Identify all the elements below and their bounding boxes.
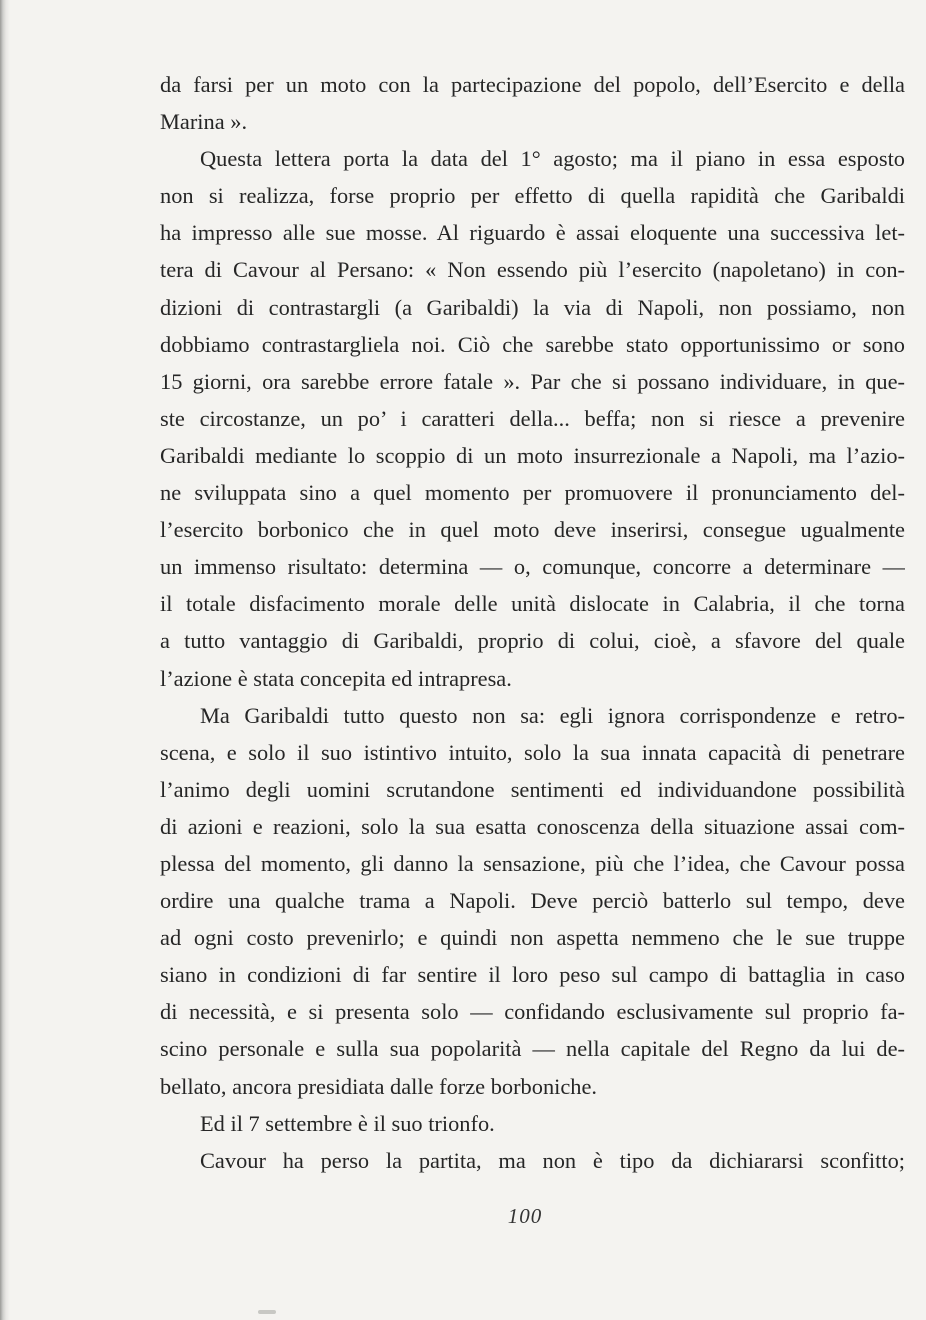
text-line: Questa lettera porta la data del 1° agosto; ma il piano in essa esposto: [200, 146, 905, 172]
text-line: il totale disfacimento morale delle unità dislocate in Calabria, il che torna: [160, 591, 905, 617]
text-line: da farsi per un moto con la partecipazione del popolo, dell’Esercito e della: [160, 72, 905, 97]
text-line: ad ogni costo prevenirlo; e quindi non aspetta nemmeno che le sue truppe: [160, 925, 905, 951]
text-line: di azioni e reazioni, solo la sua esatta conoscenza della situazione assai com-: [160, 813, 905, 839]
text-line: dobbiamo contrastargliela noi. Ciò che sarebbe stato opportunissimo or sono: [160, 331, 905, 357]
text-line: scena, e solo il suo istintivo intuito, solo la sua innata capacità di penetrare: [160, 739, 905, 765]
body-text: [160, 66, 905, 1179]
text-line: Garibaldi mediante lo scoppio di un moto insurrezionale a Napoli, ma l’azio-: [160, 442, 905, 468]
text-line: ha impresso alle sue mosse. Al riguardo è assai eloquente una successiva let-: [160, 220, 905, 246]
text-line: un immenso risultato: determina — o, comunque, concorre a determinare —: [160, 554, 905, 580]
text-line: dizioni di contrastargli (a Garibaldi) la via di Napoli, non possiamo, non: [160, 294, 905, 320]
text-line: siano in condizioni di far sentire il loro peso sul campo di battaglia in caso: [160, 962, 905, 988]
text-line: Cavour ha perso la partita, ma non è tipo da dichiararsi sconfitto;: [200, 1147, 905, 1173]
text-line: scino personale e sulla sua popolarità — nella capitale del Regno da lui de-: [160, 1036, 905, 1062]
text-line: l’animo degli uomini scrutandone sentimenti ed individuandone possibilità: [160, 776, 905, 802]
text-line: Marina ».: [160, 109, 248, 135]
text-line: Ed il 7 settembre è il suo trionfo.: [200, 1110, 495, 1136]
text-line: ne sviluppata sino a quel momento per promuovere il pronunciamento del-: [160, 480, 905, 506]
page-spine-shadow: [0, 0, 10, 1320]
text-line: bellato, ancora presidiata dalle forze borboniche.: [160, 1073, 598, 1099]
text-line: a tutto vantaggio di Garibaldi, proprio di colui, cioè, a sfavore del quale: [160, 628, 905, 654]
text-line: ordire una qualche trama a Napoli. Deve perciò batterlo sul tempo, deve: [160, 888, 905, 914]
text-line: ste circostanze, un po’ i caratteri della... beffa; non si riesce a prevenire: [160, 405, 905, 431]
text-line: Ma Garibaldi tutto questo non sa: egli ignora corrispondenze e retro-: [200, 702, 905, 728]
text-line: non si realizza, forse proprio per effetto di quella rapidità che Garibaldi: [160, 183, 905, 209]
text-line: l’azione è stata concepita ed intrapresa.: [160, 665, 512, 691]
text-line: l’esercito borbonico che in quel moto deve inserirsi, consegue ugualmente: [160, 517, 905, 543]
text-line: tera di Cavour al Persano: « Non essendo più l’esercito (napoletano) in con-: [160, 257, 905, 283]
text-line: plessa del momento, gli danno la sensazione, più che l’idea, che Cavour possa: [160, 850, 905, 876]
ink-smudge: [258, 1310, 276, 1314]
page-number: 100: [507, 1204, 543, 1228]
text-line: di necessità, e si presenta solo — confidando esclusivamente sul proprio fa-: [160, 999, 905, 1025]
text-line: 15 giorni, ora sarebbe errore fatale ». Par che si possano individuare, in que-: [160, 368, 905, 394]
